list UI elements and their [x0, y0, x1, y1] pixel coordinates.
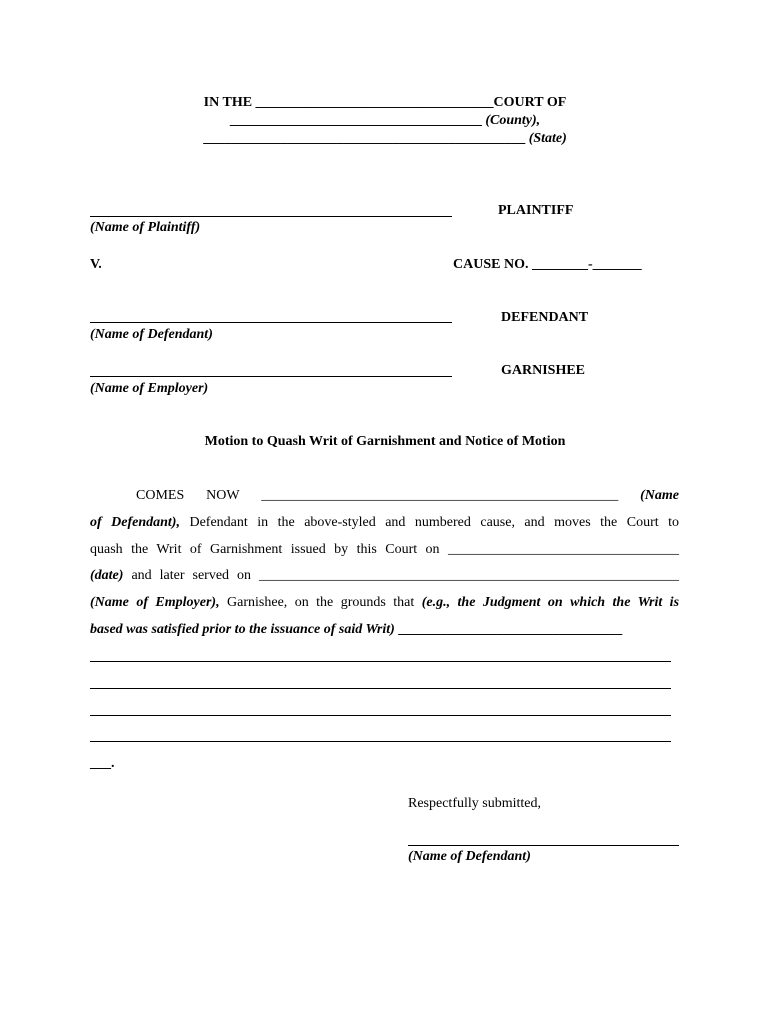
body-line-3: quash the Writ of Garnishment issued by this Court on _________________________________ [90, 542, 679, 557]
blank-line-1 [90, 661, 671, 662]
garnishee-role: GARNISHEE [501, 363, 586, 378]
court-heading-line-2: ____________________________________ (County), [229, 113, 541, 128]
court-heading-line-1: IN THE __________________________________COURT OF [203, 95, 567, 110]
court-heading-line-3: ______________________________________________ (State) [203, 131, 567, 146]
plaintiff-name-line [90, 216, 452, 217]
body-line-1: COMES NOW ___________________________________________________ (Name [136, 488, 680, 503]
body-line-5: (Name of Employer), Garnishee, on the grounds that (e.g., the Judgment on which the Writ is [90, 595, 680, 610]
defendant-name-line [90, 322, 452, 323]
closing-text: Respectfully submitted, [408, 796, 541, 811]
cause-number: CAUSE NO. ________-_______ [453, 257, 642, 272]
document-title: Motion to Quash Writ of Garnishment and Notice of Motion [204, 434, 566, 449]
body-line-2: of Defendant), Defendant in the above-styled and numbered cause, and moves the Court to [90, 515, 679, 530]
blank-end-mark: ___. [90, 756, 115, 771]
employer-name-label: (Name of Employer) [90, 381, 209, 396]
employer-name-line [90, 376, 452, 377]
defendant-role: DEFENDANT [501, 310, 589, 325]
blank-line-2 [90, 688, 671, 689]
blank-line-3 [90, 715, 671, 716]
body-line-6: based was satisfied prior to the issuance of said Writ) ________________________________ [90, 622, 623, 637]
versus-label: V. [90, 257, 102, 272]
defendant-name-label: (Name of Defendant) [90, 327, 213, 342]
plaintiff-name-label: (Name of Plaintiff) [90, 220, 201, 235]
blank-line-4 [90, 741, 671, 742]
body-line-4: (date) and later served on ____________________________________________________________ [90, 568, 680, 583]
signature-name-label: (Name of Defendant) [408, 849, 531, 864]
plaintiff-role: PLAINTIFF [498, 203, 574, 218]
signature-line [408, 845, 679, 846]
